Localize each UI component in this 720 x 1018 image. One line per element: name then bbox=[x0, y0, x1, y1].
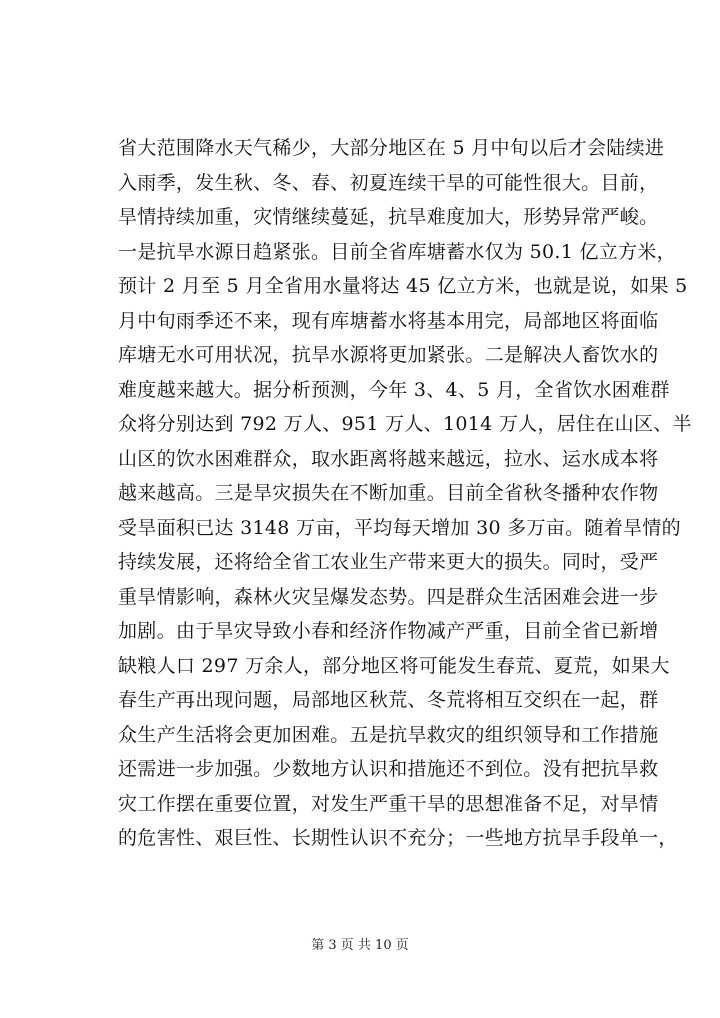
text-line: 预计 2 月至 5 月全省用水量将达 45 亿立方米，也就是说，如果 5 bbox=[118, 275, 688, 297]
text-line: 的危害性、艰巨性、长期性认识不充分；一些地方抗旱手段单一， bbox=[118, 827, 678, 849]
text-line: 入雨季，发生秋、冬、春、初夏连续干旱的可能性很大。目前， bbox=[118, 171, 659, 194]
text-line: 库塘无水可用状况，抗旱水源将更加紧张。二是解决人畜饮水的 bbox=[118, 344, 659, 366]
text-line: 越来越高。三是旱灾损失在不断加重。目前全省秋冬播种农作物 bbox=[118, 482, 659, 504]
text-line: 加剧。由于旱灾导致小春和经济作物减产严重，目前全省已新增 bbox=[118, 620, 659, 642]
text-line: 重旱情影响，森林火灾呈爆发态势。四是群众生活困难会进一步 bbox=[118, 585, 659, 608]
text-line: 旱情持续加重，灾情继续蔓延，抗旱难度加大，形势异常严峻。 bbox=[118, 206, 659, 228]
text-line: 月中旬雨季还不来，现有库塘蓄水将基本用完，局部地区将面临 bbox=[118, 309, 659, 332]
text-line: 春生产再出现问题，局部地区秋荒、冬荒将相互交织在一起，群 bbox=[118, 689, 659, 711]
text-line: 一是抗旱水源日趋紧张。目前全省库塘蓄水仅为 50.1 亿立方米， bbox=[118, 240, 676, 263]
text-line: 持续发展，还将给全省工农业生产带来更大的损失。同时，受严 bbox=[118, 551, 659, 573]
text-line: 山区的饮水困难群众，取水距离将越来越远，拉水、运水成本将 bbox=[118, 447, 659, 470]
text-line: 灾工作摆在重要位置，对发生严重干旱的思想准备不足，对旱情 bbox=[118, 792, 659, 815]
text-line: 还需进一步加强。少数地方认识和措施还不到位。没有把抗旱救 bbox=[118, 758, 659, 780]
text-line: 受旱面积已达 3148 万亩，平均每天增加 30 多万亩。随着旱情的 bbox=[118, 516, 681, 539]
body-paragraph bbox=[118, 131, 692, 856]
text-line: 难度越来越大。据分析预测，今年 3、4、5 月，全省饮水困难群 bbox=[118, 378, 670, 401]
text-line: 缺粮人口 297 万余人，部分地区将可能发生春荒、夏荒，如果大 bbox=[118, 654, 670, 677]
text-line: 众将分别达到 792 万人、951 万人、1014 万人，居住在山区、半 bbox=[118, 413, 692, 435]
page-number-footer: 第 3 页 共 10 页 bbox=[311, 938, 409, 953]
text-line: 省大范围降水天气稀少，大部分地区在 5 月中旬以后才会陆续进 bbox=[118, 137, 665, 159]
text-line: 众生产生活将会更加困难。五是抗旱救灾的组织领导和工作措施 bbox=[118, 723, 659, 746]
